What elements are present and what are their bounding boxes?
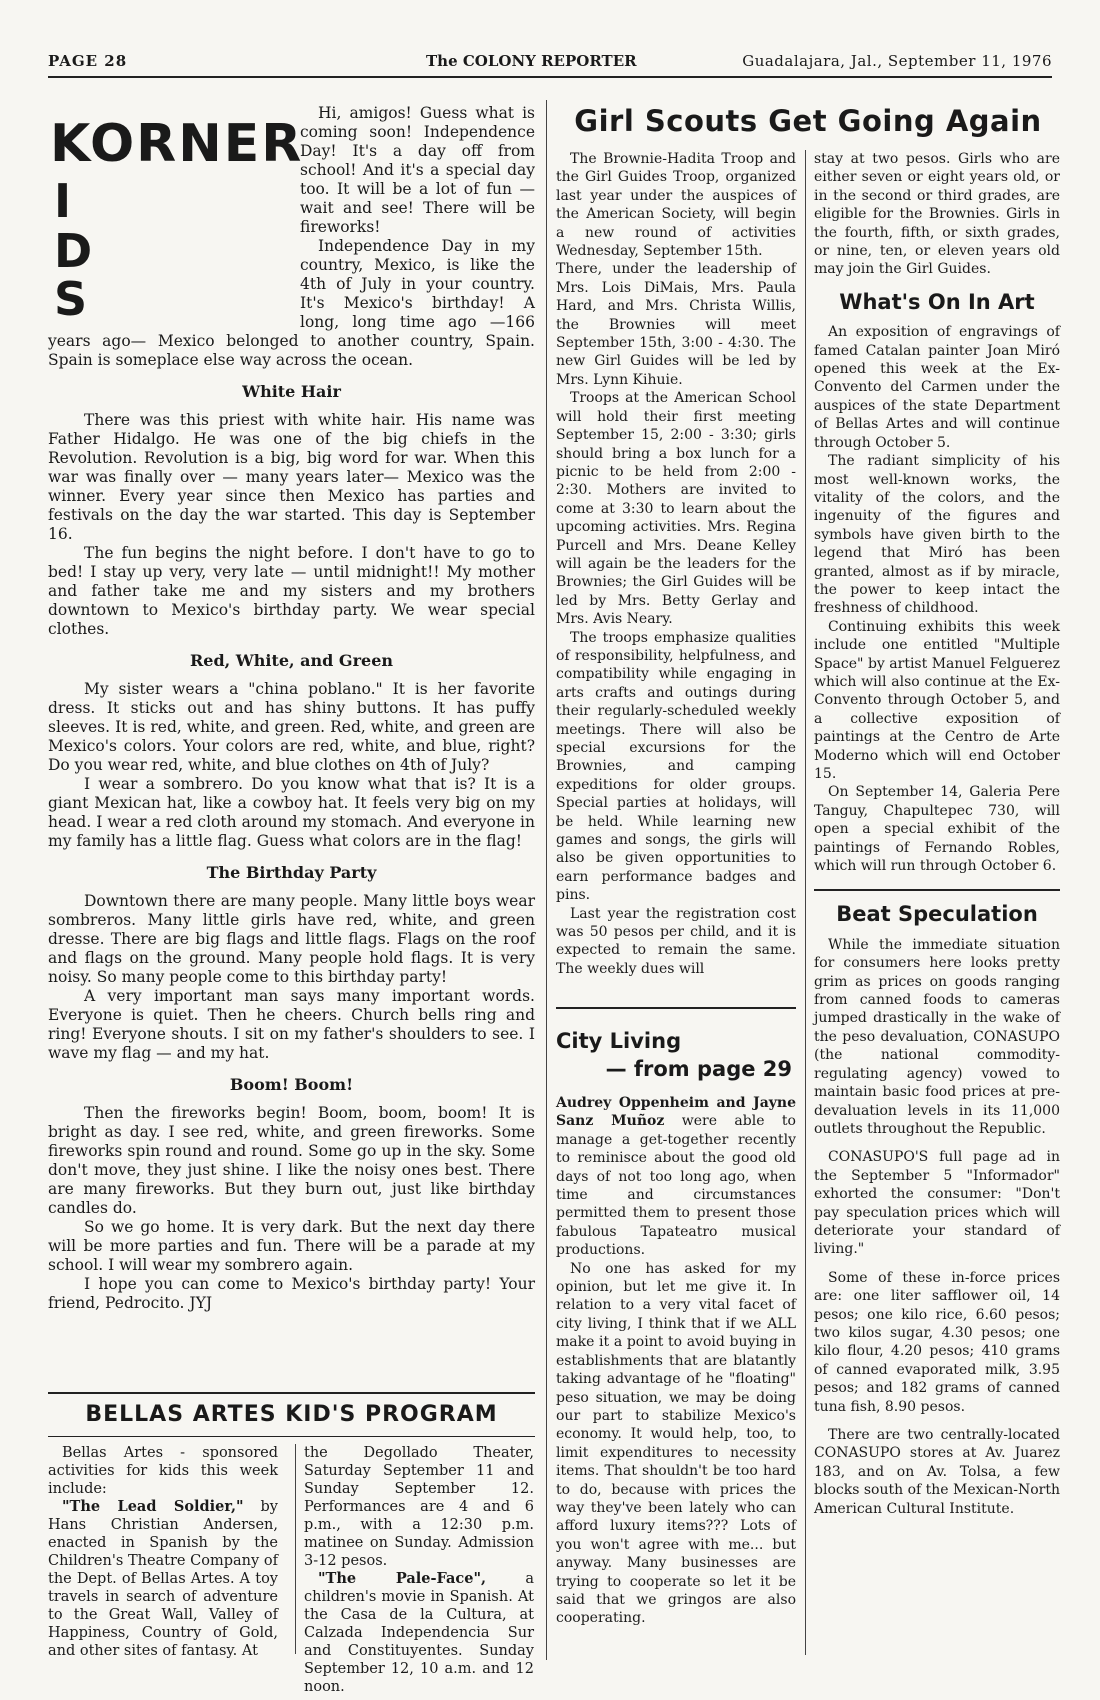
paragraph (48, 1498, 278, 1660)
column-divider (546, 100, 547, 1660)
paragraph: Then the fireworks begin! Boom, boom, boom! It is bright as day. I see red, white, and green fireworks. Some fireworks spin round and round. Some go up in the sky. Some don't move, they just shine. I like the noisy ones best. There are many fireworks. But they burn out, just like birthday candles do. (48, 1104, 535, 1217)
paragraph: The radiant simplicity of his most well-known works, the vitality of the colors, and the ingenuity of the figures and symbols have given birth to the legend that Miró has been granted, almost as if by miracle, the power to keep intact the freshness of childhood. (814, 453, 1060, 617)
paragraph: the Degollado Theater, Saturday September 11 and Sunday September 12. Performances are 4 and 6 p.m., with a 12:30 p.m. matinee on Sunday. Admission 3-12 pesos. (304, 1445, 534, 1569)
paragraph: While the immediate situation for consumers here looks pretty grim as prices on goods ranging from canned foods to cameras jumped drastically in the wake of the peso devaluation, CONASUPO (the national commodity-regulating agency) vowed to maintain basic food prices at pre-devaluation levels in its 11,000 outlets throughout the Republic. (814, 936, 1060, 1137)
paragraph (304, 1570, 534, 1696)
right-column (814, 150, 1060, 1518)
page-number: PAGE 28 (48, 52, 128, 70)
movie-title: "The Pale-Face", (318, 1570, 487, 1587)
bellas-artes-rule (48, 1436, 535, 1437)
girl-scouts-headline: Girl Scouts Get Going Again (574, 104, 1042, 138)
paragraph: Last year the registration cost was 50 pesos per child, and it is expected to remain the same. The weekly dues will (556, 905, 796, 977)
play-description: by Hans Christian Andersen, enacted in Spanish by the Children's Theatre Company of the Dept. of Bellas Artes. A toy travels in search of adventure to the Great Wall, Valley of Happiness, Country of Gold, and other sites of fantasy. At (48, 1499, 278, 1659)
play-title: "The Lead Soldier," (62, 1498, 244, 1515)
paragraph: Some of these in-force prices are: one liter safflower oil, 14 pesos; one kilo rice, 6.60 pesos; two kilos sugar, 4.30 pesos; one kilo flour, 4.20 pesos; 410 grams of canned evaporated milk, 3.95 pesos; and 182 grams of canned tuna fish, 8.90 pesos. (814, 1269, 1060, 1415)
city-living-rule (556, 1007, 796, 1009)
paragraph: Troops at the American School will hold their first meeting September 15, 2:00 - 3:30; girls should bring a box lunch for a picnic to be held from 2:00 - 2:30. Mothers are invited to come at 3:30 to learn about the upcoming activities. Mrs. Regina Purcell and Mrs. Deane Kelley will again be the leaders for the Brownies; the Girl Guides will be led by Mrs. Betty Gerlay and Mrs. Avis Neary. (556, 390, 796, 628)
bellas-artes-column-2 (304, 1444, 534, 1696)
paragraph: The fun begins the night before. I don't have to go to bed! I stay up very, very late — until midnight!! My mother and father take me and my sisters and my brothers downtown to Mexico's birthday party. We wear special clothes. (48, 544, 535, 638)
section-heading: Boom! Boom! (229, 1075, 354, 1094)
city-living-title: City Living (556, 1029, 682, 1053)
girl-scouts-continued: stay at two pesos. Girls who are either seven or eight years old, or in the second or third grades, are eligible for the Brownies. Girls in the fourth, fifth, or sixth grades, or nine, ten, or eleven years old may join the Girl Guides. (814, 151, 1060, 278)
city-living-article (556, 1094, 796, 1628)
paragraph: So we go home. It is very dark. But the next day there will be more parties and fun. There will be a parade at my school. I will wear my sombrero again. (48, 1218, 535, 1274)
paragraph-text: were able to manage a get-together recently to reminisce about the good old days of not too long ago, when time and circumstances permitted them to present those fabulous Tapateatro musical productions. (556, 1113, 796, 1259)
paragraph: There are two centrally-located CONASUPO stores at Av. Juarez 183, and on Av. Tolsa, a few blocks south of the Mexican-North American Cultural Institute. (814, 1427, 1060, 1517)
intro-paragraph: Hi, amigos! Guess what is coming soon! Independence Day! It's a day off from school! And it's a special day too. It will be a lot of fun — wait and see! There will be fireworks! (300, 104, 535, 236)
art-headline: What's On In Art (839, 289, 1035, 314)
paragraph: An exposition of engravings of famed Catalan painter Joan Miró opened this week at the Ex-Convento del Carmen under the auspices of the state Department of Bellas Artes and will continue through October 5. (814, 324, 1060, 451)
paragraph: Downtown there are many people. Many little boys wear sombreros. Many little girls have red, white, and green dresse. There are big flags and little flags. Flags on the roof and flags on the ground. Many people hold flags. It is very noisy. So many people come to this birthday party! (48, 892, 535, 986)
paragraph: I wear a sombrero. Do you know what that is? It is a giant Mexican hat, like a cowboy hat. It feels very big on my head. I wear a red cloth around my stomach. And everyone in my family has a little flag. Guess what colors are in the flag! (48, 775, 535, 850)
paragraph: A very important man says many important words. Everyone is quiet. Then he cheers. Church bells ring and ring! Everyone shouts. I sit on my father's shoulders to see. I wave my flag — and my hat. (48, 987, 535, 1062)
paragraph: There was this priest with white hair. His name was Father Hidalgo. He was one of the big chiefs in the Revolution. Revolution is a big, big word for war. When this war was finally over — many years later— Mexico was the winner. Every year since then Mexico has parties and festivals on the day the war started. This day is September 16. (48, 411, 535, 543)
page-header (48, 52, 1052, 74)
intro-paragraph: Independence Day in my country, Mexico, is like the 4th of July in your country. It's Mexico's birthday! A long, long time ago —166 years ago— Mexico belonged to another country, Spain. Spain is someplace else way across the ocean. (48, 237, 535, 369)
bellas-artes-top-rule (48, 1392, 535, 1394)
bellas-artes-title: BELLAS ARTES KID'S PROGRAM (85, 1402, 498, 1427)
names: Audrey Oppenheim and Jayne Sanz Muñoz (556, 1095, 796, 1130)
girl-scouts-article (556, 150, 796, 978)
movie-description: a children's movie in Spanish. At the Casa de la Cultura, at Calzada Independencia Sur and Constituyentes. Sunday September 12, 10 a.m. and 12 noon. (304, 1571, 534, 1695)
dateline: Guadalajara, Jal., September 11, 1976 (742, 52, 1052, 70)
letter-s: S (54, 272, 88, 326)
newspaper-name: The COLONY REPORTER (426, 52, 637, 70)
letter-i: I (54, 174, 72, 228)
column-divider (805, 150, 806, 1655)
paragraph: The Brownie-Hadita Troop and the Girl Guides Troop, organized last year under the auspices of the American Society, will begin a new round of activities Wednesday, September 15th. (556, 151, 796, 260)
beat-speculation-rule (814, 889, 1060, 891)
paragraph: Continuing exhibits this week include one entitled "Multiple Space" by artist Manuel Felguerez which will also continue at the Ex-Convento through October 5, and a collective exposition of paintings at the Centro de Arte Moderno which will end October 15. (814, 618, 1060, 782)
section-heading: The Birthday Party (206, 863, 377, 882)
letter-d: D (54, 224, 93, 278)
paragraph: I hope you can come to Mexico's birthday party! Your friend, Pedrocito. JYJ (48, 1275, 535, 1312)
city-living-headline (556, 1027, 796, 1083)
kids-korner-article (48, 104, 535, 1313)
paragraph: CONASUPO'S full page ad in the September 5 "Informador" exhorted the consumer: "Don't pay speculation prices which will deteriorate your standard of living." (814, 1149, 1060, 1258)
paragraph (556, 1094, 796, 1260)
section-heading: Red, White, and Green (189, 651, 394, 670)
header-rule (48, 76, 1052, 78)
kids-korner-logo (48, 104, 304, 326)
paragraph: No one has asked for my opinion, but let me give it. In relation to a very vital facet of city living, I think that if we ALL make it a point to avoid buying in establishments that are blatantly taking advantage of he "floating" peso situation, we may be doing our part to stabilize Mexico's economy. It would help, too, to limit expenditures to necessity items. That shouldn't be too hard to do, because with prices the way they've been lately who can afford luxury items??? Lots of you won't agree with me... but anyway. Many businesses are trying to cooperate so let it be said that we gringos are also cooperating. (556, 1260, 796, 1627)
city-living-continued: — from page 29 (605, 1057, 792, 1081)
paragraph: My sister wears a "china poblano." It is her favorite dress. It sticks out and has shiny buttons. It has puffy sleeves. It is red, white, and green. Red, white, and green are Mexico's colors. Your colors are red, white, and blue, right? Do you wear red, white, and blue clothes on 4th of July? (48, 680, 535, 774)
paragraph: The troops emphasize qualities of responsibility, helpfulness, and compatibility while engaging in arts crafts and outings during their regularly-scheduled weekly meetings. There will also be special excursions for the Brownies, and camping expeditions for older groups. Special parties at holidays, will be held. While learning new games and songs, the girls will also be given opportunities to earn performance badges and pins. (556, 629, 796, 904)
section-heading: White Hair (242, 382, 341, 401)
column-divider (295, 1444, 296, 1654)
korner-word: KORNER (50, 114, 304, 174)
bellas-artes-column-1 (48, 1444, 278, 1660)
beat-speculation-headline: Beat Speculation (836, 902, 1038, 927)
paragraph: Bellas Artes - sponsored activities for kids this week include: (48, 1445, 278, 1497)
paragraph: On September 14, Galeria Pere Tanguy, Chapultepec 730, will open a special exhibit of the paintings of Fernando Robles, which will run through October 6. (814, 784, 1060, 875)
paragraph: There, under the leadership of Mrs. Lois DiMais, Mrs. Paula Hard, and Mrs. Christa Willis, the Brownies will meet September 15th, 3:00 - 4:30. The new Girl Guides will be led by Mrs. Lynn Kihuie. (556, 261, 796, 388)
